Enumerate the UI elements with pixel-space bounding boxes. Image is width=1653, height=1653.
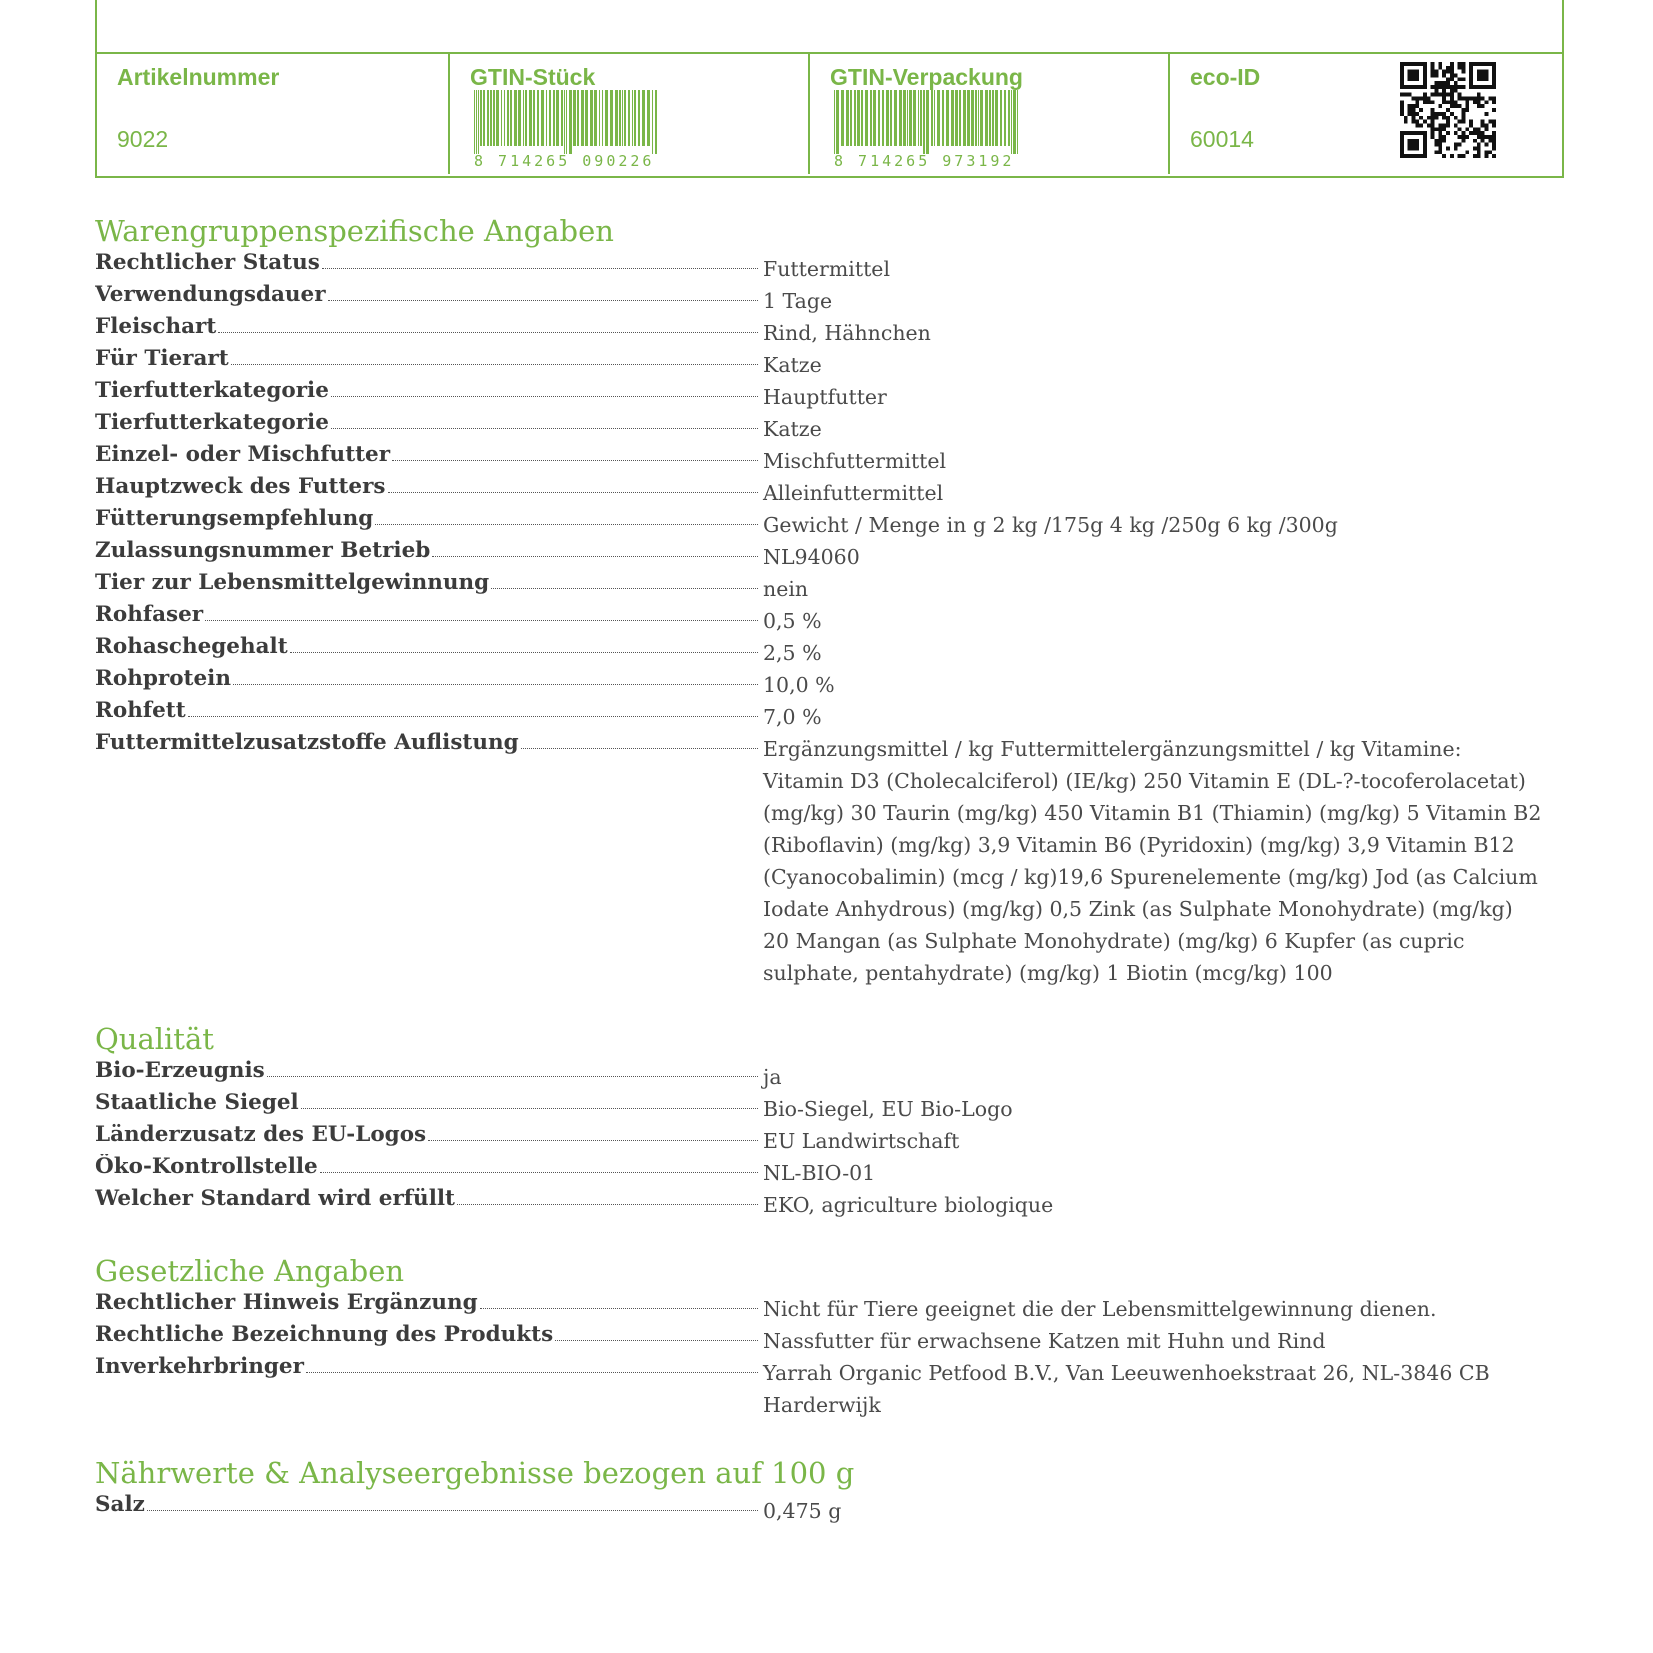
definition-row [95,602,1565,634]
row-value: 1 Tage [763,289,833,313]
row-label: Tierfutterkategorie [95,378,329,403]
row-label-wrap [95,250,758,282]
gtin-pack-label: GTIN-Verpackung [830,64,1023,90]
dotted-leader [457,1203,758,1205]
dotted-leader [218,331,758,333]
dotted-leader [301,1107,758,1109]
definition-row [95,730,1565,985]
row-label: Rohprotein [95,666,231,691]
row-label: Rohaschegehalt [95,634,288,659]
dotted-leader [432,555,758,557]
dotted-leader [555,1339,758,1341]
row-label-wrap [95,1492,758,1524]
row-label-wrap [95,538,758,570]
row-label-wrap [95,314,758,346]
dotted-leader [188,715,758,717]
row-value: 7,0 % [763,705,822,729]
definition-row [95,314,1565,346]
row-label: Fütterungsempfehlung [95,506,374,531]
row-value: NL-BIO-01 [763,1161,876,1185]
section-title-qualitaet: Qualität [95,1022,214,1056]
dotted-leader [290,651,758,653]
definition-row [95,378,1565,410]
row-label: Rechtliche Bezeichnung des Produkts [95,1322,554,1347]
row-label: Inverkehrbringer [95,1354,304,1379]
definition-row [95,1090,1565,1122]
definition-row [95,346,1565,378]
definition-row [95,442,1565,474]
gtin-piece-label: GTIN-Stück [470,64,596,90]
row-value: Ergänzungsmittel / kg Futtermittelergänzungsmittel / kg Vitamine: Vitamin D3 (Cholecalciferol) (IE/kg) 250 Vitamin E (DL-?-tocoferolacetat) (mg/kg) 30 Taurin (mg/kg) 450 Vitamin B1 (Thiamin) (mg/kg) 5 Vitamin B2 (Riboflavin) (mg/kg) 3,9 Vitamin B6 (Pyridoxin) (mg/kg) 3,9 Vitamin B12 (Cyanocobalimin) (mcg / kg)19,6 Spurenelemente (mg/kg) Jod (as Calcium Iodate Anhydrous) (mg/kg) 0,5 Zink (as Sulphate Monohydrate) (mg/kg) 20 Mangan (as Sulphate Monohydrate) (mg/kg) 6 Kupfer (as cupric sulphate, pentahydrate) (mg/kg) 1 Biotin (mcg/kg) 100 [763,737,1542,985]
row-label-wrap [95,1154,758,1186]
row-label-wrap [95,666,758,698]
dotted-leader [521,747,758,749]
row-value: 0,5 % [763,609,822,633]
eco-id-value: 60014 [1190,126,1254,152]
definition-row [95,1154,1565,1186]
row-label: Tier zur Lebensmittelgewinnung [95,570,490,595]
definition-row [95,282,1565,314]
row-label-wrap [95,634,758,666]
row-value: NL94060 [763,545,860,569]
gtin-piece-cell [450,54,808,174]
dotted-leader [205,619,758,621]
row-label-wrap [95,1058,758,1090]
row-value: Nassfutter für erwachsene Katzen mit Huhn und Rind [763,1329,1326,1353]
dotted-leader [375,523,758,525]
row-label-wrap [95,1354,758,1386]
dotted-leader [331,427,758,429]
row-value: 10,0 % [763,673,835,697]
row-value: 0,475 g [763,1499,842,1523]
row-value: Hauptfutter [763,385,887,409]
dotted-leader [491,587,758,589]
section-title-gesetzlich: Gesetzliche Angaben [95,1254,405,1288]
row-value: 2,5 % [763,641,822,665]
article-number-value: 9022 [117,126,169,152]
identification-box [95,0,1564,178]
row-value: Yarrah Organic Petfood B.V., Van Leeuwenhoekstraat 26, NL-3846 CB Harderwijk [763,1361,1490,1417]
row-label-wrap [95,442,758,474]
row-label: Rechtlicher Status [95,250,320,275]
row-label-wrap [95,698,758,730]
row-label-wrap [95,730,758,762]
dotted-leader [331,395,758,397]
row-label-wrap [95,282,758,314]
row-label: Länderzusatz des EU-Logos [95,1122,427,1147]
dotted-leader [233,683,758,685]
row-label: Zulassungsnummer Betrieb [95,538,431,563]
definition-row [95,1290,1565,1322]
row-value: EU Landwirtschaft [763,1129,960,1153]
qr-code-icon [1400,62,1496,158]
row-value: Bio-Siegel, EU Bio-Logo [763,1097,1013,1121]
row-label-wrap [95,1122,758,1154]
gtin-pack-digits: 8 714265 973192 [834,152,1015,170]
dotted-leader [480,1307,758,1309]
row-label: Hauptzweck des Futters [95,474,386,499]
eco-id-label: eco-ID [1190,64,1261,90]
section-title-warengruppe: Warengruppenspezifische Angaben [95,214,614,248]
definition-row [95,666,1565,698]
dotted-leader [231,363,758,365]
dotted-leader [267,1075,758,1077]
row-label: Verwendungsdauer [95,282,326,307]
row-label: Salz [95,1492,145,1517]
row-value: Gewicht / Menge in g 2 kg /175g 4 kg /250g 6 kg /300g [763,513,1338,537]
row-label: Öko-Kontrollstelle [95,1154,318,1179]
row-label-wrap [95,410,758,442]
dotted-leader [328,299,758,301]
row-value: Futtermittel [763,257,890,281]
row-label: Einzel- oder Mischfutter [95,442,391,467]
row-label: Fleischart [95,314,217,339]
definition-row [95,1322,1565,1354]
eco-id-cell [1170,54,1562,174]
gtin-pack-cell [810,54,1168,174]
definition-row [95,570,1565,602]
barcode-icon [474,90,658,154]
row-label: Staatliche Siegel [95,1090,299,1115]
definition-row [95,634,1565,666]
gtin-piece-digits: 8 714265 090226 [474,152,655,170]
row-label: Für Tierart [95,346,229,371]
definition-row [95,1354,1565,1417]
row-label-wrap [95,1186,758,1218]
row-value: EKO, agriculture biologique [763,1193,1054,1217]
definition-row [95,474,1565,506]
row-label-wrap [95,1090,758,1122]
row-value: ja [763,1065,782,1089]
row-label: Futtermittelzusatzstoffe Auflistung [95,730,519,755]
row-label-wrap [95,346,758,378]
definition-row [95,506,1565,538]
dotted-leader [322,267,758,269]
article-number-label: Artikelnummer [117,64,280,90]
article-number-cell [97,54,448,174]
definition-row [95,410,1565,442]
definition-row [95,1492,1565,1524]
row-value: Mischfuttermittel [763,449,947,473]
dotted-leader [306,1371,758,1373]
definition-row [95,1122,1565,1154]
definition-row [95,698,1565,730]
definition-row [95,538,1565,570]
barcode-icon [834,90,1018,154]
row-value: Katze [763,417,822,441]
row-label-wrap [95,602,758,634]
row-label-wrap [95,378,758,410]
row-label-wrap [95,474,758,506]
row-label-wrap [95,506,758,538]
row-label-wrap [95,1322,758,1354]
definition-row [95,250,1565,282]
row-label: Rechtlicher Hinweis Ergänzung [95,1290,478,1315]
dotted-leader [320,1171,758,1173]
dotted-leader [388,491,758,493]
row-label: Rohfaser [95,602,204,627]
row-label: Welcher Standard wird erfüllt [95,1186,455,1211]
row-value: Rind, Hähnchen [763,321,931,345]
row-value: Katze [763,353,822,377]
row-label-wrap [95,570,758,602]
dotted-leader [147,1509,758,1511]
section-title-naehrwerte: Nährwerte & Analyseergebnisse bezogen auf 100 g [95,1456,855,1490]
row-label: Rohfett [95,698,186,723]
dotted-leader [428,1139,758,1141]
definition-row [95,1058,1565,1090]
row-value: nein [763,577,809,601]
row-label: Bio-Erzeugnis [95,1058,265,1083]
definition-row [95,1186,1565,1218]
row-value: Nicht für Tiere geeignet die der Lebensmittelgewinnung dienen. [763,1297,1437,1321]
row-value: Alleinfuttermittel [763,481,944,505]
row-label: Tierfutterkategorie [95,410,329,435]
row-label-wrap [95,1290,758,1322]
dotted-leader [392,459,758,461]
